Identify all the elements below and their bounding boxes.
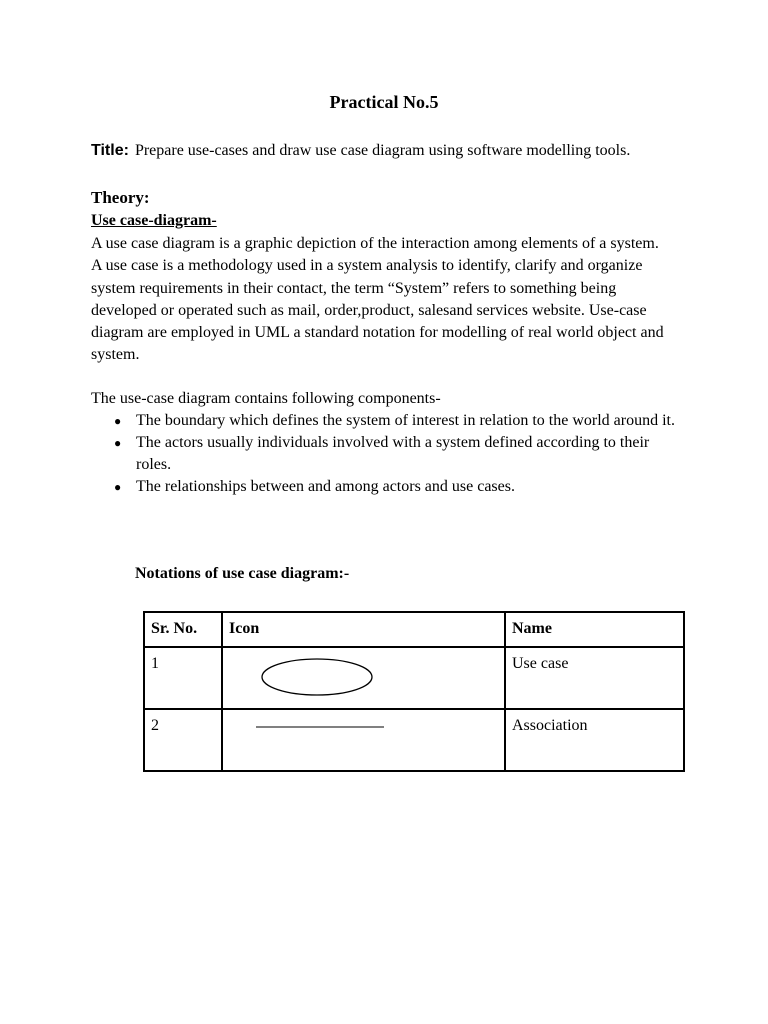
theory-heading: Theory: xyxy=(91,188,150,207)
cell-icon xyxy=(222,647,505,709)
list-item xyxy=(114,432,684,476)
header-icon: Icon xyxy=(222,612,505,647)
cell-sr-no: 2 xyxy=(144,709,222,771)
notation-table xyxy=(143,611,685,772)
title-line xyxy=(91,142,630,160)
list-item-text: The relationships between and among actors and use cases. xyxy=(136,478,515,495)
cell-icon xyxy=(222,709,505,771)
theory-paragraph xyxy=(91,233,691,367)
theory-line: system requirements in their contact, the term “System” refers to something being xyxy=(91,279,617,297)
theory-line: developed or operated such as mail, order,product, salesand services website. Use-case xyxy=(91,301,647,319)
ellipse-icon xyxy=(223,648,504,708)
list-item-text: The actors usually individuals involved with a system defined according to their roles. xyxy=(136,434,650,473)
line-icon xyxy=(223,710,504,770)
components-list xyxy=(114,410,684,498)
table-header-row xyxy=(144,612,684,647)
theory-line: diagram are employed in UML a standard notation for modelling of real world object and xyxy=(91,324,664,342)
theory-line: A use case diagram is a graphic depiction of the interaction among elements of a system. xyxy=(91,235,659,252)
header-sr-no: Sr. No. xyxy=(144,612,222,647)
bullet-icon: ● xyxy=(114,436,122,450)
theory-line: system. xyxy=(91,346,140,364)
table-row xyxy=(144,647,684,709)
cell-name: Association xyxy=(505,709,684,771)
list-item xyxy=(114,410,684,432)
table-row xyxy=(144,709,684,771)
title-label: Title: xyxy=(91,142,129,159)
notations-heading: Notations of use case diagram:- xyxy=(135,565,350,582)
section-heading: Use case-diagram- xyxy=(91,212,217,229)
list-item xyxy=(114,476,684,498)
bullet-icon: ● xyxy=(114,414,122,428)
theory-line: A use case is a methodology used in a system analysis to identify, clarify and organize xyxy=(91,257,643,275)
title-text: Prepare use-cases and draw use case diagram using software modelling tools. xyxy=(134,142,631,159)
bullet-icon: ● xyxy=(114,480,122,494)
cell-sr-no: 1 xyxy=(144,647,222,709)
list-item-text: The boundary which defines the system of interest in relation to the world around it. xyxy=(136,412,675,429)
components-intro: The use-case diagram contains following components- xyxy=(91,390,441,407)
page-title: Practical No.5 xyxy=(329,92,439,112)
header-name: Name xyxy=(505,612,684,647)
cell-name: Use case xyxy=(505,647,684,709)
